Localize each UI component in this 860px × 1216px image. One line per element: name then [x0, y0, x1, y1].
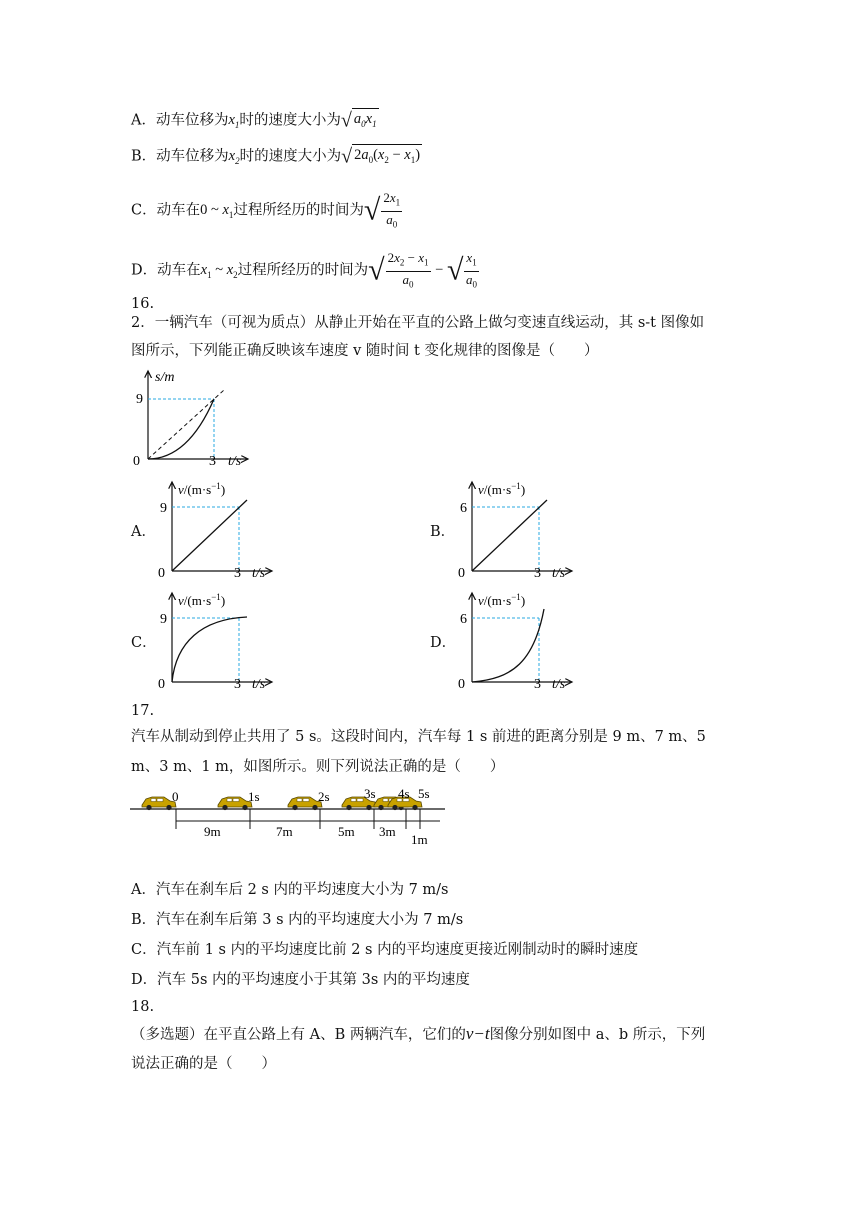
q18-stem-part2: 图像分别如图中 a、b 所示，下列 [489, 1027, 706, 1043]
math-range-d: $x_1$ ~ $x_2$ [200, 262, 238, 281]
y-tick: 6 [460, 612, 467, 627]
time-label-3: 3s [364, 786, 376, 801]
distance-label-4: 3m [379, 824, 396, 839]
y-axis-label: $v/(m\cdot s^{-1})$ [478, 592, 526, 608]
q16-stem-line2: 图所示，下列能正确反映该车速度 v 随时间 t 变化规律的图像是（ ） [131, 343, 599, 359]
math-sqrt-a0x1: √ $a_0x_1$ [340, 109, 377, 132]
distance-label-3: 5m [338, 824, 355, 839]
q16-stem-line1: 2．一辆汽车（可视为质点）从静止开始在平直的公路上做匀变速直线运动，其 s-t 图像如 [131, 315, 705, 331]
y-axis-label: $v/(m\cdot s^{-1})$ [178, 592, 226, 608]
line-b [472, 500, 547, 571]
option-d [131, 250, 480, 292]
q17-stem-line2: m、3 m、1 m，如图所示。则下列说法正确的是（ ） [131, 759, 505, 775]
distance-label-5: 1m [411, 832, 428, 845]
origin: 0 [158, 677, 165, 692]
option-a-mid: 时的速度大小为 [239, 112, 341, 129]
question-number-16: 16. [131, 296, 155, 312]
s-t-graph [128, 365, 258, 470]
curve-d [472, 609, 544, 682]
x-axis-label: t/s [252, 566, 266, 581]
q17-option-a: A．汽车在刹车后 2 s 内的平均速度大小为 7 m/s [131, 882, 449, 898]
q18-stem-part1: （多选题）在平直公路上有 A、B 两辆汽车，它们的 [131, 1027, 466, 1043]
x-tick: 3 [209, 454, 216, 469]
x-axis-label: t/s [552, 566, 566, 581]
x-tick: 3 [534, 677, 541, 692]
v-t-graph-a [152, 476, 282, 582]
origin: 0 [458, 677, 465, 692]
y-axis-label: s/m [155, 370, 175, 385]
q17-option-b: B．汽车在刹车后第 3 s 内的平均速度大小为 7 m/s [131, 912, 464, 928]
time-label-5: 5s [418, 786, 430, 801]
x-axis-label: t/s [552, 677, 566, 692]
math-sqrt-2a0: √ $2a_0(x_2 - x_1)$ [341, 145, 421, 168]
option-label-b: B． [430, 524, 456, 540]
origin-label: 0 [133, 454, 140, 469]
car-icon-1 [218, 797, 252, 810]
x-axis-label: t/s [228, 454, 242, 469]
y-axis-label: $v/(m\cdot s^{-1})$ [478, 481, 526, 497]
x-tick: 3 [234, 566, 241, 581]
math-sqrt-frac-c: √ $\frac{2x_1}{a_0}$ [363, 190, 401, 230]
option-b [131, 144, 422, 171]
option-c-mid: 过程所经历的时间为 [233, 202, 364, 219]
y-tick: 9 [136, 392, 143, 407]
math-v-t: v−t [465, 1024, 490, 1043]
math-sqrt-frac-d: √ $\frac{2x_2 - x_1}{a_0}$ − √ $\frac{x_1}{a_0}$ [368, 250, 478, 290]
y-tick: 9 [160, 612, 167, 627]
option-b-mid: 时的速度大小为 [239, 148, 342, 165]
question-number-17: 17. [131, 703, 155, 719]
option-a-text: A．动车位移为 [131, 112, 229, 129]
option-label-d: D． [430, 635, 457, 651]
math-range-c: 0 ~ $x_1$ [200, 202, 234, 221]
secant-line [148, 390, 224, 459]
curve-c [172, 617, 247, 682]
time-label-1: 1s [248, 789, 260, 804]
q18-stem-line2: 说法正确的是（ ） [131, 1056, 276, 1072]
option-c [131, 190, 403, 232]
option-label-a: A． [131, 524, 156, 540]
time-label-2: 2s [318, 789, 330, 804]
q17-option-c: C．汽车前 1 s 内的平均速度比前 2 s 内的平均速度更接近刚制动时的瞬时速度 [131, 942, 639, 958]
origin: 0 [458, 566, 465, 581]
option-d-mid: 过程所经历的时间为 [237, 262, 369, 279]
car-icon-0 [142, 797, 176, 810]
v-t-graph-c [152, 587, 282, 693]
question-number-18: 18. [131, 999, 155, 1015]
y-tick: 9 [160, 501, 167, 516]
x-axis-label: t/s [252, 677, 266, 692]
origin: 0 [158, 566, 165, 581]
math-x2: $x_2$ [228, 148, 240, 167]
distance-label-1: 9m [204, 824, 221, 839]
line-a [172, 500, 247, 571]
v-t-graph-b [452, 476, 582, 582]
v-t-graph-d [452, 587, 582, 693]
car-icon-2 [288, 797, 322, 810]
y-tick: 6 [460, 501, 467, 516]
option-a [131, 108, 379, 135]
y-axis-label: $v/(m\cdot s^{-1})$ [178, 481, 226, 497]
q18-stem-line1 [131, 1024, 705, 1045]
time-label-4: 4s [398, 786, 410, 801]
math-x1: $x_1$ [228, 112, 240, 131]
option-b-text: B．动车位移为 [131, 148, 229, 165]
option-label-c: C． [131, 635, 157, 651]
option-c-text: C．动车在 [131, 202, 201, 219]
option-d-text: D．动车在 [131, 262, 201, 279]
x-tick: 3 [234, 677, 241, 692]
distance-label-2: 7m [276, 824, 293, 839]
q17-option-d: D．汽车 5s 内的平均速度小于其第 3s 内的平均速度 [131, 972, 470, 988]
x-tick: 3 [534, 566, 541, 581]
braking-car-diagram [130, 783, 450, 845]
q17-stem-line1: 汽车从制动到停止共用了 5 s。这段时间内，汽车每 1 s 前进的距离分别是 9 m、7 m、5 [131, 729, 706, 745]
time-label-0: 0 [172, 789, 179, 804]
